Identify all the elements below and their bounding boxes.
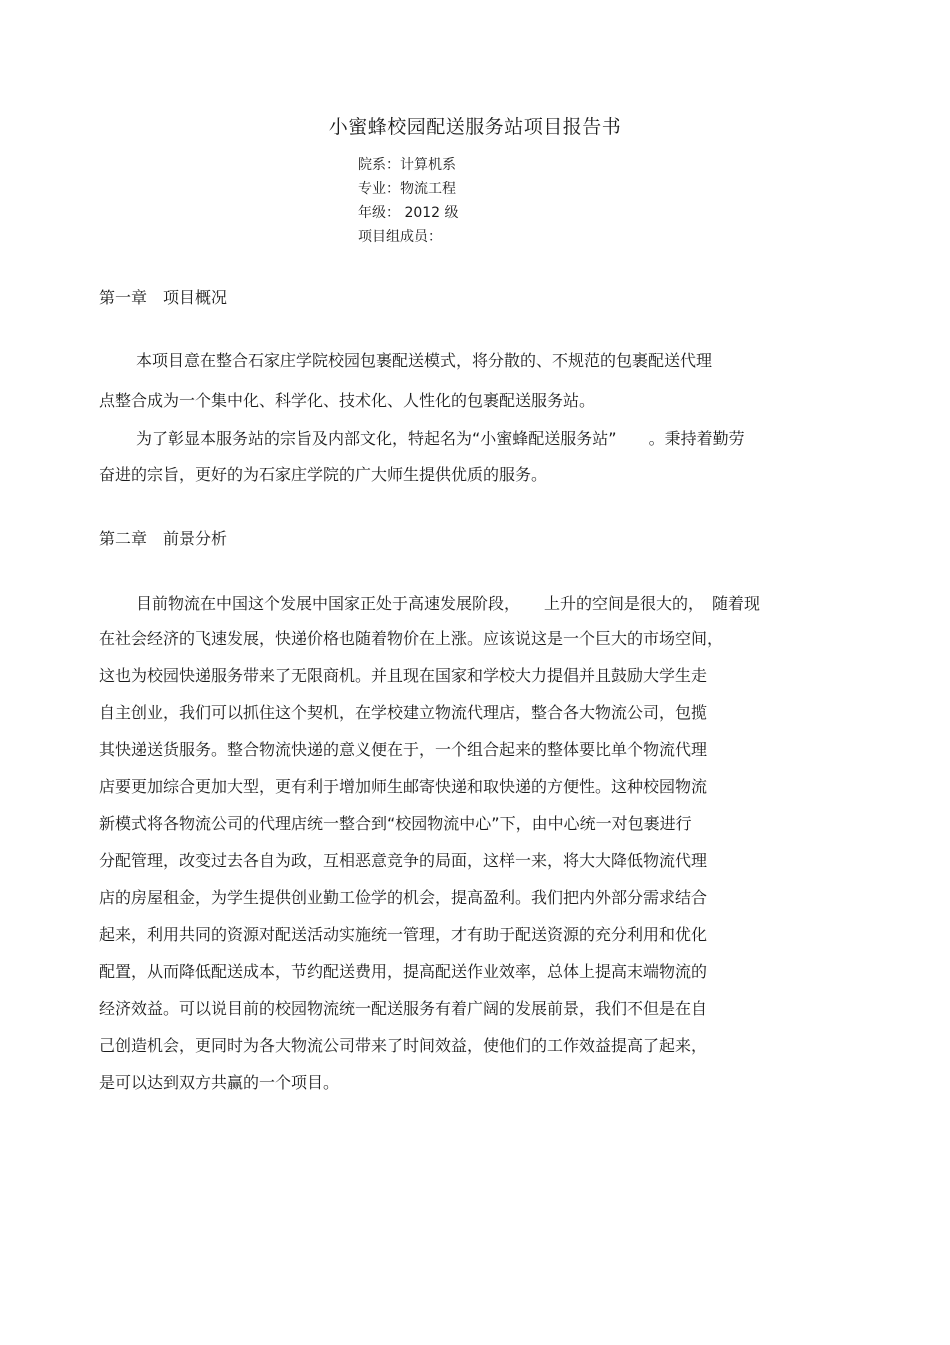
chapter-2-line: 这也为校园快递服务带来了无限商机。并且现在国家和学校大力提倡并且鼓励大学生走	[99, 666, 708, 685]
chapter-1-line: 为了彰显本服务站的宗旨及内部文化，特起名为“小蜜蜂配送服务站” 。秉持着勤劳	[136, 429, 745, 448]
chapter-2-line: 分配管理，改变过去各自为政，互相恶意竞争的局面，这样一来，将大大降低物流代理	[99, 851, 708, 870]
chapter-2-line: 己创造机会，更同时为各大物流公司带来了时间效益，使他们的工作效益提高了起来，	[99, 1036, 708, 1055]
chapter-2-line: 配置，从而降低配送成本，节约配送费用，提高配送作业效率，总体上提高末端物流的	[99, 962, 708, 981]
chapter-1-line: 点整合成为一个集中化、科学化、技术化、人性化的包裹配送服务站。	[99, 391, 596, 410]
chapter-2-line: 店的房屋租金，为学生提供创业勤工俭学的机会，提高盈利。我们把内外部分需求结合	[99, 888, 708, 907]
chapter-1-name: 项目概况	[163, 288, 228, 307]
meta-major: 专业：物流工程	[358, 181, 456, 197]
chapter-2-line: 目前物流在中国这个发展中国家正处于高速发展阶段， 上升的空间是很大的， 随着现	[136, 594, 761, 613]
meta-members: 项目组成员：	[358, 229, 442, 245]
chapter-1-heading	[99, 286, 227, 310]
chapter-2-line: 经济效益。可以说目前的校园物流统一配送服务有着广阔的发展前景，我们不但是在自	[99, 999, 708, 1018]
chapter-2-line: 店要更加综合更加大型，更有利于增加师生邮寄快递和取快递的方便性。这种校园物流	[99, 777, 708, 796]
chapter-2-number: 第二章	[99, 529, 148, 548]
chapter-2-line: 是可以达到双方共赢的一个项目。	[99, 1073, 340, 1092]
meta-grade: 年级： 2012 级	[358, 205, 459, 221]
chapter-1-line: 奋进的宗旨，更好的为石家庄学院的广大师生提供优质的服务。	[99, 465, 548, 484]
document-meta	[358, 153, 459, 249]
chapter-2-name: 前景分析	[163, 529, 228, 548]
chapter-2-line: 其快递送货服务。整合物流快递的意义便在于，一个组合起来的整体要比单个物流代理	[99, 740, 708, 759]
chapter-2-line: 新模式将各物流公司的代理店统一整合到“校园物流中心”下，由中心统一对包裹进行	[99, 814, 692, 833]
document-title: 小蜜蜂校园配送服务站项目报告书	[328, 116, 622, 138]
chapter-2-heading	[99, 527, 227, 551]
chapter-2-line: 自主创业，我们可以抓住这个契机，在学校建立物流代理店，整合各大物流公司，包揽	[99, 703, 708, 722]
chapter-1-number: 第一章	[99, 288, 148, 307]
chapter-2-line: 起来，利用共同的资源对配送活动实施统一管理，才有助于配送资源的充分利用和优化	[99, 925, 708, 944]
chapter-1-line: 本项目意在整合石家庄学院校园包裹配送模式，将分散的、不规范的包裹配送代理	[136, 351, 713, 370]
chapter-2-line: 在社会经济的飞速发展，快递价格也随着物价在上涨。应该说这是一个巨大的市场空间，	[99, 629, 724, 648]
meta-department: 院系：计算机系	[358, 157, 456, 173]
